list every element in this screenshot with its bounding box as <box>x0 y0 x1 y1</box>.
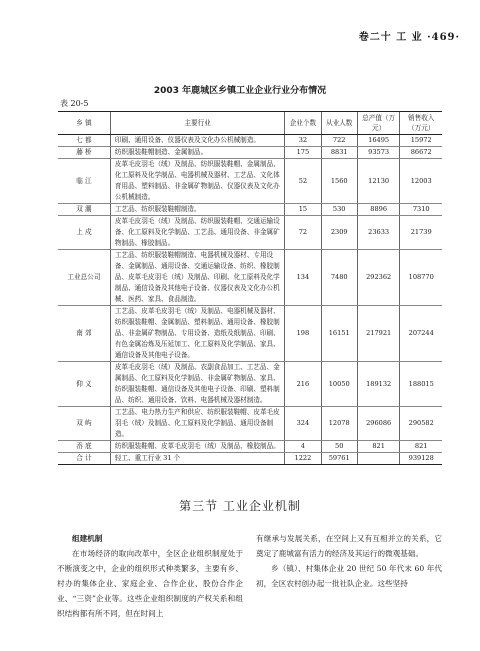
running-head: 卷二十 工 业 ·469· <box>358 32 460 43</box>
cell-sales: 7310 <box>400 204 442 216</box>
body-paragraph: 在市场经济的取向改革中，全区企业组织制度处于不断演变之中，企业的组织形式种类繁多，主要有乡、村办的集体企业、家庭企业、合作企业、股份合作企业、“三资”企业等。这些企业组织制度的产权关系和组织结构都有所不同，但在时间上 <box>57 549 243 618</box>
cell-employees: 1560 <box>321 159 357 204</box>
cell-enterprises: 1222 <box>285 453 321 465</box>
cell-output <box>357 453 400 465</box>
cell-enterprises: 15 <box>285 204 321 216</box>
table-row <box>58 441 442 453</box>
table-row <box>58 216 442 250</box>
cell-output: 16495 <box>357 135 400 147</box>
section-subhead: 组建机制 <box>72 534 103 543</box>
table-title: 2003 年鹿城区乡镇工业企业行业分布情况 <box>153 86 327 96</box>
cell-sales: 108770 <box>400 250 442 306</box>
cell-sales: 86672 <box>400 147 442 159</box>
cell-output: 12130 <box>357 159 400 204</box>
cell-employees: 7480 <box>321 250 357 306</box>
cell-industry: 工艺品、皮革毛皮羽毛（绒）及制品、电器机械及器材、纺织服装鞋帽、金属制品、塑料制品、通用设备、橡胶制品、非金属矿物制品、专用设备、造纸及纸制品、印刷、有色金属冶炼及压延加工、化工原料及化学制品、家具、通信设备及其他电子设备。 <box>110 306 284 362</box>
table-row <box>58 204 442 216</box>
cell-employees: 50 <box>321 441 357 453</box>
cell-sales: 207244 <box>400 306 442 362</box>
cell-town: 临 江 <box>58 159 110 204</box>
cell-enterprises: 52 <box>285 159 321 204</box>
table-row <box>58 453 442 465</box>
cell-sales: 12003 <box>400 159 442 204</box>
cell-sales: 821 <box>400 441 442 453</box>
cell-sales: 21739 <box>400 216 442 250</box>
cell-sales: 939128 <box>400 453 442 465</box>
cell-output: 821 <box>357 441 400 453</box>
cell-town: 岙 底 <box>58 441 110 453</box>
header-enterprises: 企业个数 <box>285 112 321 135</box>
cell-industry: 工艺品、纺织服装鞋帽制造、电器机械及器材、专用设备、金属制品、通用设备、交通运输设备、纺织、橡胶制品、皮革毛皮羽毛（绒）及制品、印刷、化工原料及化学制品、通信设备及其他电子设备、仪器仪表及文化办公机械、医药、家具、食品制造。 <box>110 250 284 306</box>
cell-output: 8896 <box>357 204 400 216</box>
table-label: 表 20-5 <box>60 99 89 108</box>
cell-employees: 12078 <box>321 407 357 441</box>
cell-enterprises: 134 <box>285 250 321 306</box>
cell-enterprises: 32 <box>285 135 321 147</box>
cell-town: 双 潮 <box>58 204 110 216</box>
cell-town: 南 郊 <box>58 306 110 362</box>
cell-town: 七 都 <box>58 135 110 147</box>
cell-employees: 722 <box>321 135 357 147</box>
cell-town: 合 计 <box>58 453 110 465</box>
cell-employees: 530 <box>321 204 357 216</box>
cell-town: 上 戍 <box>58 216 110 250</box>
cell-enterprises: 324 <box>285 407 321 441</box>
table-row <box>58 306 442 362</box>
table-row <box>58 407 442 441</box>
cell-enterprises: 216 <box>285 362 321 407</box>
cell-industry: 皮革毛皮羽毛（绒）及制品、纺织服装鞋帽、交通运输设备、化工原料及化学制品、工艺品、通用设备、非金属矿物制品、橡胶制品。 <box>110 216 284 250</box>
header-output: 总产值（万元） <box>357 112 400 135</box>
cell-employees: 8831 <box>321 147 357 159</box>
table-header-row <box>58 112 442 135</box>
cell-output: 296086 <box>357 407 400 441</box>
cell-employees: 2309 <box>321 216 357 250</box>
header-town: 乡 镇 <box>58 112 110 135</box>
table-row <box>58 159 442 204</box>
body-paragraph: 有继承与发展关系，在空间上又有互相并立的关系，它奠定了鹿城富有活力的经济及其运行的微观基础。 <box>256 534 442 558</box>
table-body <box>58 135 442 465</box>
industry-distribution-table <box>58 111 442 465</box>
cell-enterprises: 72 <box>285 216 321 250</box>
cell-output: 93573 <box>357 147 400 159</box>
header-employees: 从业人数 <box>321 112 357 135</box>
cell-output: 217921 <box>357 306 400 362</box>
table-row <box>58 147 442 159</box>
section-title: 第三节 工业企业机制 <box>179 499 301 513</box>
cell-sales: 15972 <box>400 135 442 147</box>
table-row <box>58 135 442 147</box>
right-column <box>256 531 442 591</box>
cell-enterprises: 175 <box>285 147 321 159</box>
cell-enterprises: 198 <box>285 306 321 362</box>
cell-output: 189132 <box>357 362 400 407</box>
header-industry: 主要行业 <box>110 112 284 135</box>
cell-town: 藤 桥 <box>58 147 110 159</box>
cell-employees: 10050 <box>321 362 357 407</box>
table-row <box>58 250 442 306</box>
body-paragraph: 乡（镇）、村集体企业 20 世纪 50 年代末 60 年代初，全区农村创办起一批社队企业。这些坚持 <box>256 564 442 588</box>
table-row <box>58 362 442 407</box>
cell-output: 23633 <box>357 216 400 250</box>
cell-industry: 皮革毛皮羽毛（绒）及制品、农副食品加工、工艺品、金属制品、化工原料及化学制品、非金属矿物制品、家具、纺织服装鞋帽、通信设备及其他电子设备、印刷、塑料制品、纺织、通用设备、饮料、电器机械及器材制造。 <box>110 362 284 407</box>
cell-employees: 16151 <box>321 306 357 362</box>
cell-industry: 皮革毛皮羽毛（绒）及制品、纺织服装鞋帽、金属制品、化工原料及化学制品、电器机械及器材、工艺品、文化体育用品、塑料制品、非金属矿物制品、仪器仪表及文化办公机械制造。 <box>110 159 284 204</box>
cell-output: 292362 <box>357 250 400 306</box>
cell-employees: 59761 <box>321 453 357 465</box>
cell-town: 工业总公司 <box>58 250 110 306</box>
cell-industry: 纺织服装鞋帽制造、金属制品。 <box>110 147 284 159</box>
header-sales: 销售收入（万元） <box>400 112 442 135</box>
cell-enterprises: 4 <box>285 441 321 453</box>
cell-industry: 工艺品、电力热力生产和供应、纺织服装鞋帽、皮革毛皮羽毛（绒）及制品、化工原料及化学制品、通用设备制造。 <box>110 407 284 441</box>
cell-town: 仰 义 <box>58 362 110 407</box>
cell-industry: 印刷、通用设备、仪器仪表及文化办公机械制造。 <box>110 135 284 147</box>
cell-town: 双 屿 <box>58 407 110 441</box>
cell-industry: 轻工、重工行业 31 个 <box>110 453 284 465</box>
cell-sales: 188015 <box>400 362 442 407</box>
cell-sales: 290582 <box>400 407 442 441</box>
cell-industry: 纺织服装鞋帽、皮革毛皮羽毛（绒）及制品、橡胶制品。 <box>110 441 284 453</box>
left-column <box>57 531 243 621</box>
cell-industry: 工艺品、纺织服装鞋帽制造。 <box>110 204 284 216</box>
